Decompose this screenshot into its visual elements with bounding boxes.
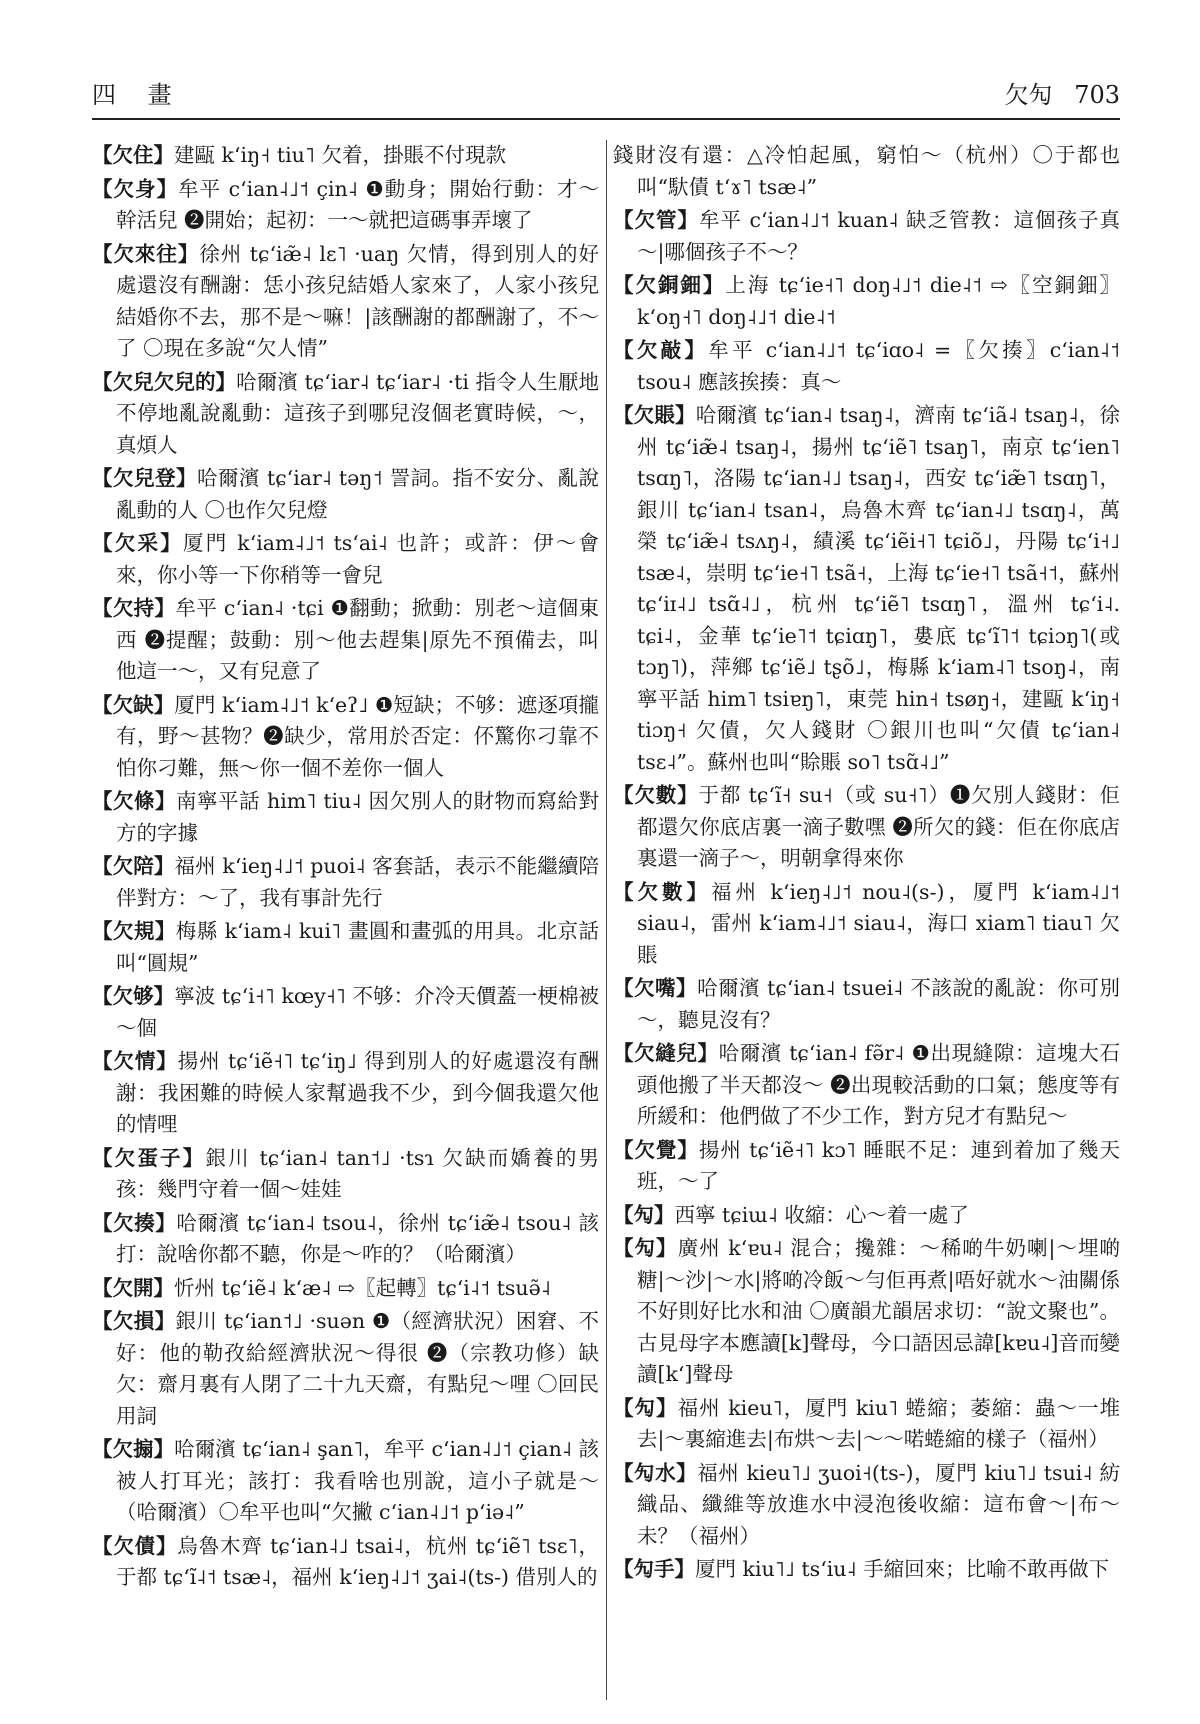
entry-definition: 牟平 cʻian˨˩˦ kuan˨ 缺乏管教：這個孩子真～|哪個孩子不～？ xyxy=(637,208,1120,264)
entry-headword: 【欠采】 xyxy=(92,531,184,555)
entry-headword: 【欠數】 xyxy=(613,879,711,904)
entry-headword: 【欠住】 xyxy=(92,143,174,167)
dictionary-entry xyxy=(613,270,1120,333)
entry-headword: 【欠縫兒】 xyxy=(613,1041,719,1065)
entry-headword: 【欠缺】 xyxy=(92,692,175,717)
dictionary-entry xyxy=(92,981,599,1044)
entry-definition: 福州 kieu˥，厦門 kiu˥ 蜷縮；萎縮：蟲～一堆去|～裏縮進去|布烘～去|～～喏蜷縮的樣子（福州） xyxy=(637,1395,1120,1451)
dictionary-entry xyxy=(92,1531,599,1594)
entry-definition: 西寧 tɕiɯ˨ 收縮：心～着一處了 xyxy=(674,1202,969,1227)
entry-definition: 忻州 tɕʻiẽ˨ kʻæ˨ ⇨〖起轉〗tɕʻi˨˦ tsuə̃˨ xyxy=(174,1275,551,1300)
entry-headword: 【欠嘴】 xyxy=(613,976,698,1000)
entry-headword: 【欠銅鈿】 xyxy=(613,273,726,297)
dictionary-entry xyxy=(613,205,1120,268)
entry-headword: 【欠蛋子】 xyxy=(92,1145,206,1170)
entry-definition: 哈爾濱 tɕʻian˨ tsaŋ˨，濟南 tɕʻiã˨ tsaŋ˨，徐州 tɕʻiæ̃˨ tsaŋ˨，揚州 tɕʻiẽ˥ tsaŋ˥，南京 tɕʻien˥ tsɑŋ˥，洛陽 tɕʻian˨˩ tsaŋ˨，西安 tɕʻiæ̃˥ tsɑŋ˥，銀川 tɕʻian˨ tsan˨，烏魯木齊 tɕʻian˨˩ tsɑŋ˨，萬榮 tɕʻiæ̃˨ tsʌŋ˨，績溪 tɕʻiẽi˧˥ tɕiõ˩，丹陽 tɕʻi˧˩ tsæ˨，崇明 tɕʻie˧˥ tsã˧，上海 tɕʻie˧˥ tsã˧˦，蘇州 tɕʻiɪ˨˩ tsɑ̃˨˩，杭州 tɕʻiẽ˥ tsɑŋ˥，溫州 tɕʻi˨. tɕi˨，金華 tɕʻie˥˦ tɕiɑŋ˥，婁底 tɕʻĩ˥˦ tɕiɔŋ˥(或tɔŋ˥)，萍鄉 tɕʻiẽ˩ tʂõ˩，梅縣 kʻiam˨˥ tsoŋ˨，南寧平話 him˥ tsiɐŋ˥，東莞 hin˧ tsøŋ˧，建甌 kʻiŋ˧ tiɔŋ˧ 欠債，欠人錢財 〇銀川也叫“欠債 tɕʻian˨ tsɛ˨”。蘇州也叫“賒賬 so˥ tsɑ̃˨˩” xyxy=(637,403,1120,774)
entry-headword: 【欠債】 xyxy=(92,1533,178,1558)
dictionary-entry xyxy=(92,690,599,785)
dictionary-entry xyxy=(92,1143,599,1206)
entry-headword: 【欠覺】 xyxy=(613,1137,699,1162)
entry-headword: 【欠兒欠兒的】 xyxy=(92,369,237,394)
dictionary-entry xyxy=(92,1273,599,1305)
dictionary-entry xyxy=(613,973,1120,1036)
entry-headword: 【勼水】 xyxy=(613,1460,698,1485)
entry-definition: 揚州 tɕʻiẽ˧˥ tɕʻiŋ˩ 得到別人的好處還沒有酬謝：我困難的時候人家幫過我不少，到今個我還欠他的情哩 xyxy=(116,1049,599,1136)
entry-definition: 銀川 tɕʻian˦˩ ·suən ❶（經濟狀況）困窘、不好：他的勒孜給經濟狀況～得很 ❷（宗教功修）缺欠：齋月裏有人閉了二十九天齋，有點兒～哩 〇回民用詞 xyxy=(116,1309,599,1428)
entry-definition: 梅縣 kʻiam˨ kui˥ 畫圓和畫弧的用具。北京話叫“圓規” xyxy=(116,919,599,975)
entry-definition: 于都 tɕʻĩ˧ su˧（或 su˧˥）❶欠別人錢財：佢都還欠你底店裏一滴子數嘿 ❷所欠的錢：佢在你底店裏還一滴子～，明朝拿得來你 xyxy=(637,783,1120,870)
entry-headword: 【勼】 xyxy=(613,1236,678,1260)
entry-definition: 哈爾濱 tɕʻian˨ tsou˨，徐州 tɕʻiæ̃˨ tsou˨ 該打：說啥你都不聽，你是～咋的？（哈爾濱） xyxy=(116,1210,599,1266)
dictionary-entry xyxy=(613,1200,1120,1232)
dictionary-entry xyxy=(92,851,599,914)
dictionary-entry xyxy=(613,140,1120,203)
page-header xyxy=(92,72,1120,120)
entry-definition: 烏魯木齊 tɕʻian˨˩ tsai˨，杭州 tɕʻiẽ˥ tsɛ˥，于都 tɕʻĩ˨˦ tsæ˨，福州 kʻieŋ˨˩˦ ʒai˨(ts-) 借別人的 xyxy=(116,1533,599,1589)
entry-definition: 揚州 tɕʻiẽ˧˥ kɔ˥ 睡眠不足：連到着加了幾天班，～了 xyxy=(637,1137,1120,1193)
dictionary-entry xyxy=(92,463,599,526)
entry-definition: 廣州 kʻɐu˨ 混合；攙雜：～稀啲牛奶喇|～埋啲糖|～沙|～水|將啲冷飯～勻佢再煮|唔好就水～油關係不好則好比水和油 〇廣韻尤韻居求切：“說文聚也”。古見母字本應讀[k]聲母，今口語因忌諱[kɐu˨]音而變讀[kʻ]聲母 xyxy=(637,1236,1120,1386)
entry-definition: 牟平 cʻian˨˩˦ tɕʻiɑo˨ =〖欠揍〗cʻian˨˦ tsou˨ 應該挨揍：真～ xyxy=(637,338,1120,394)
entry-headword: 【欠敲】 xyxy=(613,338,709,362)
entry-headword: 【欠條】 xyxy=(92,789,177,813)
entry-headword: 【欠兒登】 xyxy=(92,466,197,490)
entry-definition: 厦門 kiu˥˩ tsʻiu˨ 手縮回來；比喻不敢再做下 xyxy=(695,1557,1110,1581)
page-number: 703 xyxy=(1074,81,1120,109)
header-right xyxy=(1005,75,1120,110)
entry-headword: 【欠身】 xyxy=(92,176,179,201)
column-divider xyxy=(606,140,607,1700)
dictionary-entry xyxy=(92,1208,599,1271)
dictionary-entry xyxy=(613,1458,1120,1553)
dictionary-entry xyxy=(613,1135,1120,1198)
entry-headword: 【欠規】 xyxy=(92,919,176,943)
left-column xyxy=(92,140,599,1700)
dictionary-entry xyxy=(92,916,599,979)
dictionary-entry xyxy=(613,1038,1120,1133)
dictionary-entry xyxy=(613,1393,1120,1456)
dictionary-entry xyxy=(92,140,599,172)
entry-headword: 【勼】 xyxy=(613,1202,675,1227)
entry-headword: 【勼】 xyxy=(613,1395,678,1420)
entry-headword: 【欠管】 xyxy=(613,208,699,232)
right-column xyxy=(613,140,1120,1700)
entry-headword: 【欠來往】 xyxy=(92,241,200,266)
entry-definition: 哈爾濱 tɕʻian˨ tsuei˨ 不該說的亂說：你可別～，聽見沒有？ xyxy=(637,976,1120,1032)
dictionary-entry xyxy=(613,400,1120,778)
entry-definition: 徐州 tɕʻiæ̃˨ lɛ˥ ·uaŋ 欠情，得到別人的好處還沒有酬謝：恁小孩兒結婚人家來了，人家小孩兒結婚你不去，那不是～嘛！|該酬謝的都酬謝了，不～了 〇現在多說“欠人情” xyxy=(116,241,599,360)
dictionary-columns xyxy=(92,140,1120,1700)
dictionary-entry xyxy=(92,174,599,237)
entry-definition: 哈爾濱 tɕʻiar˨ təŋ˦ 詈詞。指不安分、亂說亂動的人 〇也作欠兒燈 xyxy=(116,466,599,522)
entry-definition: 寧波 tɕʻi˧˥ kœy˧˥ 不够：介冷天價蓋一梗棉被～個 xyxy=(116,984,599,1040)
dictionary-entry xyxy=(92,593,599,688)
dictionary-entry xyxy=(92,786,599,849)
entry-definition: 哈爾濱 tɕʻiar˨ tɕʻiar˨ ·ti 指令人生厭地不停地亂說亂動：這孩子到哪兒沒個老實時候，～，真煩人 xyxy=(116,369,599,457)
dictionary-entry xyxy=(613,1233,1120,1391)
entry-definition: 哈爾濱 tɕʻian˨ şan˥，牟平 cʻian˨˩˦ çian˨ 該被人打耳光；該打：我看啥也別說，這小子就是～（哈爾濱）〇牟平也叫“欠撇 cʻian˨˩˦ pʻiə˨” xyxy=(116,1437,599,1524)
entry-definition: 建甌 kʻiŋ˧ tiu˥ 欠着，掛賬不付現款 xyxy=(174,143,506,167)
entry-definition: 南寧平話 him˥ tiu˨ 因欠別人的財物而寫給對方的字據 xyxy=(116,789,599,845)
entry-headword: 【欠够】 xyxy=(92,984,175,1008)
entry-headword: 【欠賬】 xyxy=(613,403,696,427)
entry-headword: 【欠情】 xyxy=(92,1049,178,1073)
dictionary-entry xyxy=(613,335,1120,398)
entry-headword: 【勼手】 xyxy=(613,1557,695,1581)
dictionary-entry xyxy=(92,239,599,365)
dictionary-entry xyxy=(613,1554,1120,1586)
entry-headword: 【欠搧】 xyxy=(92,1437,175,1461)
entry-definition: 牟平 cʻian˨˩˦ çin˨ ❶動身；開始行動：才～幹活兒 ❷開始；起初：一～就把這碼事弄壞了 xyxy=(116,176,599,232)
entry-definition: 福州 kʻieŋ˨˩˦ nou˨(s-)，厦門 kʻiam˨˩˦ siau˨，雷州 kʻiam˨˩˦ siau˨，海口 xiam˥ tiau˥ 欠賬 xyxy=(637,879,1120,967)
entry-definition: 錢財沒有還：△冷怕起風，窮怕～（杭州）〇于都也叫“馱債 tʻɤ˥ tsæ˨” xyxy=(613,143,1120,199)
header-chars: 欠勼 xyxy=(1004,81,1053,109)
dictionary-entry xyxy=(92,1046,599,1141)
dictionary-entry xyxy=(92,367,599,462)
dictionary-entry xyxy=(92,1434,599,1529)
entry-definition: 牟平 cʻian˨ ·tɕi ❶翻動；掀動：別老～這個東西 ❷提醒；鼓動：別～他去趕集|原先不預備去，叫他這一～，又有兒意了 xyxy=(116,596,599,683)
entry-headword: 【欠損】 xyxy=(92,1309,176,1333)
dictionary-entry xyxy=(92,1306,599,1432)
dictionary-entry xyxy=(92,528,599,591)
entry-definition: 厦門 kʻiam˨˩˦ kʻeʔ˩ ❶短缺；不够：遮逐項攏有，野～甚物？❷缺少，常用於否定：伓驚你刁靠不怕你刁難，無～你一個不差你一個人 xyxy=(116,692,599,780)
entry-definition: 厦門 kʻiam˨˩˦ tsʻai˨ 也許；或許：伊～會來，你小等一下你稍等一會兒 xyxy=(116,531,599,587)
entry-headword: 【欠數】 xyxy=(613,783,699,807)
dictionary-entry xyxy=(613,877,1120,972)
dictionary-entry xyxy=(613,780,1120,875)
entry-definition: 銀川 tɕʻian˨ tan˦˩ ·tsɿ 欠缺而嬌養的男孩：幾門守着一個～娃娃 xyxy=(116,1145,599,1201)
entry-headword: 【欠陪】 xyxy=(92,854,175,878)
entry-headword: 【欠持】 xyxy=(92,596,176,620)
entry-definition: 哈爾濱 tɕʻian˨ fə̃r˨ ❶出現縫隙：這塊大石頭他搬了半天都沒～ ❷出現較活動的口氣；態度等有所緩和：他們做了不少工作，對方兒才有點兒～ xyxy=(637,1041,1120,1128)
entry-definition: 福州 kieu˥˩ ʒuoi˧(ts-)，厦門 kiu˥˩ tsui˨ 紡織品、纖維等放進水中浸泡後收縮：這布會～|布～未？（福州） xyxy=(637,1460,1120,1548)
entry-headword: 【欠開】 xyxy=(92,1275,174,1300)
section-label: 四 畫 xyxy=(92,81,184,109)
entry-headword: 【欠揍】 xyxy=(92,1210,177,1235)
entry-definition: 上海 tɕʻie˧˥ doŋ˨˩˦ die˨˦ ⇨〖空銅鈿〗kʻoŋ˧˥ doŋ˨˩˦ die˨˦ xyxy=(637,273,1120,329)
entry-definition: 福州 kʻieŋ˨˩˦ puoi˨ 客套話，表示不能繼續陪伴對方：～了，我有事計先行 xyxy=(116,854,599,910)
